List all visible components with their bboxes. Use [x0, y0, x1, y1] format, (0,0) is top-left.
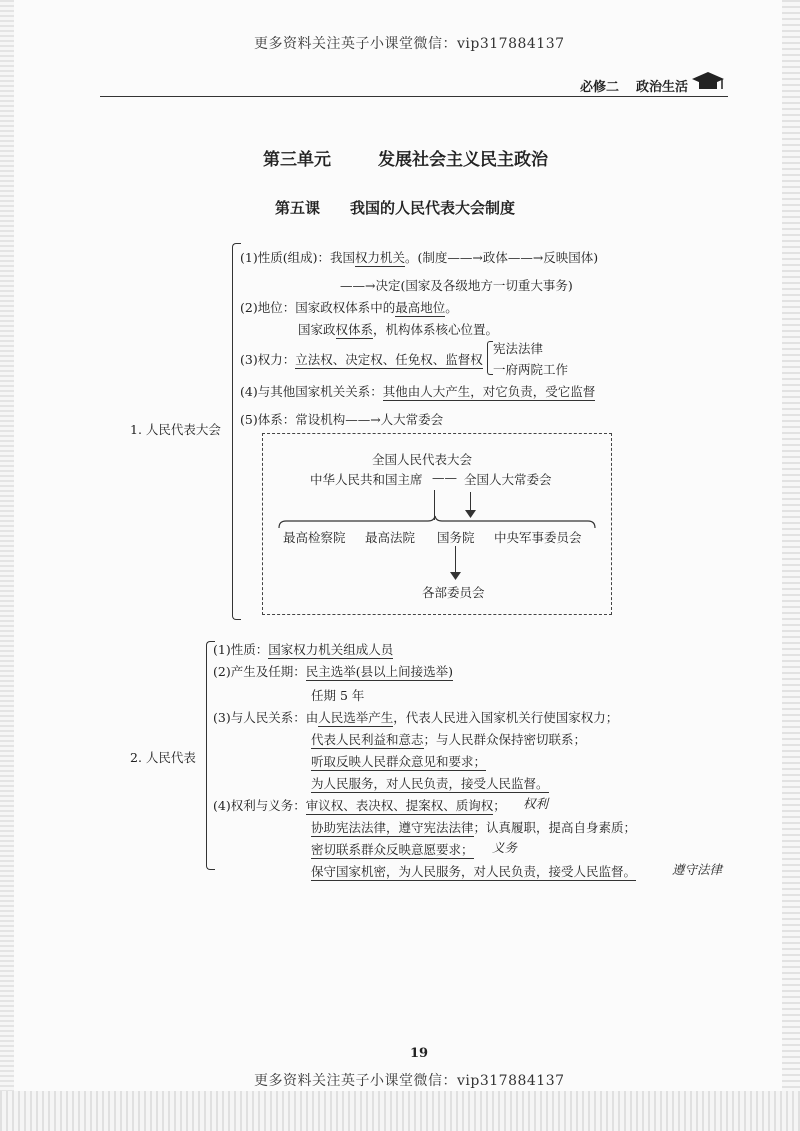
deputy-relation-4: 为人民服务，对人民负责，接受人民监督。	[311, 776, 549, 791]
node-state-council: 国务院	[437, 530, 475, 545]
section2-label: 2. 人民代表	[130, 750, 196, 765]
deputy-term: 任期 5 年	[311, 688, 365, 703]
header-book: 必修二	[580, 80, 620, 95]
scan-edge-left	[0, 0, 14, 1131]
node-ministries: 各部委员会	[422, 585, 485, 600]
deputy-duties-2: 协助宪法法律，遵守宪法法律；认真履职，提高自身素质；	[311, 820, 637, 835]
deputy-election: (2)产生及任期：民主选举(县以上间接选举)	[213, 664, 453, 679]
powers-constitution: 宪法法律	[493, 341, 544, 356]
deputy-duties-3: 密切联系群众反映意愿要求；	[311, 842, 474, 857]
npc-status-1: (2)地位：国家政权体系中的最高地位。	[240, 300, 458, 315]
deputy-duties-4: 保守国家机密，为人民服务，对人民负责，接受人民监督。	[311, 864, 637, 879]
header-subject: 政治生活	[636, 80, 689, 95]
graduation-cap-icon	[690, 70, 726, 92]
watermark-bottom: 更多资料关注英子小课堂微信：vip317884137	[254, 1073, 565, 1089]
header-rule	[100, 96, 728, 97]
deputy-relation-2: 代表人民利益和意志；与人民群众保持密切联系；	[311, 732, 587, 747]
lesson-name: 我国的人民代表大会制度	[350, 199, 516, 217]
note-duties: 义务	[492, 840, 518, 855]
watermark-top: 更多资料关注英子小课堂微信：vip317884137	[254, 36, 565, 52]
npc-powers: (3)权力：立法权、决定权、任免权、监督权	[240, 352, 483, 367]
page-number: 19	[410, 1046, 429, 1061]
unit-title: 第三单元	[263, 150, 331, 170]
node-procuratorate: 最高检察院	[283, 530, 346, 545]
scan-edge-right	[782, 0, 800, 1131]
node-military-commission: 中央军事委员会	[494, 530, 582, 545]
unit-name: 发展社会主义民主政治	[378, 150, 548, 170]
scan-edge-bottom	[0, 1091, 800, 1131]
npc-system: (5)体系：常设机构——→人大常委会	[240, 412, 444, 427]
note-obey-law: 遵守法律	[672, 862, 723, 877]
arrow-down-icon	[450, 572, 461, 581]
node-president: 中华人民共和国主席	[310, 472, 423, 487]
npc-nature: (1)性质(组成)：我国权力机关。(制度——→政体——→反映国体)	[240, 250, 599, 265]
lesson-title: 第五课	[275, 199, 321, 217]
powers-government: 一府两院工作	[493, 362, 569, 377]
node-dash: ——	[432, 470, 457, 485]
npc-decides: ——→决定(国家及各级地方一切重大事务)	[340, 278, 573, 293]
deputy-relation-3: 听取反映人民群众意见和要求；	[311, 754, 487, 769]
npc-status-2: 国家政权体系，机构体系核心位置。	[298, 322, 499, 337]
section1-label: 1. 人民代表大会	[130, 422, 221, 437]
deputy-duties-1: (4)权利与义务：审议权、表决权、提案权、质询权；	[213, 798, 506, 813]
npc-relation: (4)与其他国家机关关系：其他由人大产生，对它负责，受它监督	[240, 384, 596, 399]
node-npc: 全国人民代表大会	[372, 452, 473, 467]
deputy-relation-1: (3)与人民关系：由人民选举产生，代表人民进入国家机关行使国家权力；	[213, 710, 619, 725]
node-supreme-court: 最高法院	[365, 530, 416, 545]
branch-brace	[278, 515, 596, 529]
node-standing-committee: 全国人大常委会	[464, 472, 552, 487]
note-rights: 权利	[523, 796, 549, 811]
connector-council-down	[455, 546, 456, 574]
deputy-nature: (1)性质：国家权力机关组成人员	[213, 642, 394, 657]
